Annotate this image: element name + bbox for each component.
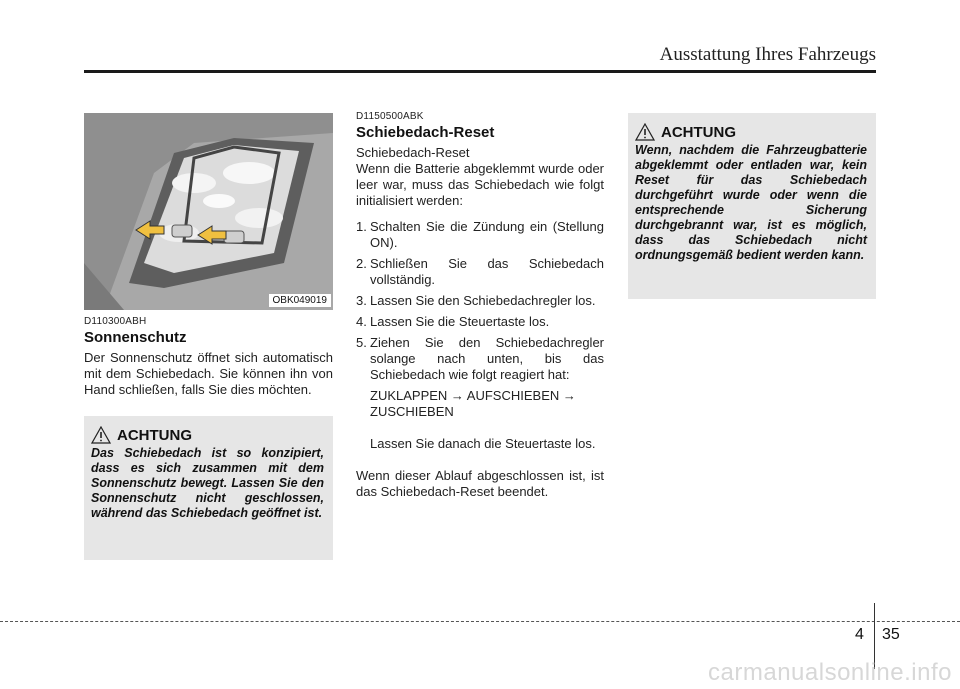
chapter-number: 4 [855, 626, 864, 643]
footer-rule [0, 621, 960, 622]
page-header-title: Ausstattung Ihres Fahrzeugs [659, 44, 876, 65]
reset-steps [356, 219, 604, 383]
step-item: 5. Ziehen Sie den Schiebedachregler solange nach unten, bis das Schiebedach wie folgt reagiert hat: [356, 335, 604, 382]
warning-box-sonnenschutz [84, 416, 333, 560]
section-text: Der Sonnenschutz öffnet sich automatisch mit dem Schiebedach. Sie können ihn von Hand schließen, falls Sie dies möchten. [84, 350, 333, 397]
section-heading: Schiebedach-Reset [356, 124, 495, 141]
section-heading: Sonnenschutz [84, 329, 187, 346]
section-subheading: Schiebedach-Reset [356, 145, 470, 160]
warning-text: Wenn, nachdem die Fahrzeugbatterie abgeklemmt oder entladen war, kein Reset für das Schiebedach durchgeführt wurde oder wenn die entsprechende Sicherung durchgebrannt war, ist es möglich, dass das Schiebedach nicht ordnungsgemäß bedient werden kann. [635, 143, 867, 262]
watermark: carmanualsonline.info [708, 659, 952, 686]
header-rule [84, 70, 876, 73]
step-item: 2. Schließen Sie das Schiebedach vollständig. [356, 256, 604, 287]
section-intro: Wenn die Batterie abgeklemmt wurde oder leer war, muss das Schiebedach wie folgt initialisiert werden: [356, 161, 604, 208]
warning-title: ACHTUNG [661, 123, 736, 141]
warning-triangle-icon [91, 426, 111, 444]
reset-sequence: ZUKLAPPEN → AUFSCHIEBEN → ZUSCHIEBEN [370, 388, 576, 419]
warning-title: ACHTUNG [117, 426, 192, 444]
reset-closing: Wenn dieser Ablauf abgeschlossen ist, ist das Schiebedach-Reset beendet. [356, 468, 604, 499]
sunroof-photo [84, 113, 333, 310]
warning-box-reset [628, 113, 876, 299]
reset-after: Lassen Sie danach die Steuertaste los. [370, 436, 596, 451]
photo-code: OBK049019 [269, 294, 332, 307]
step-item: 4. Lassen Sie die Steuertaste los. [356, 314, 550, 329]
reset-section [356, 111, 604, 500]
warning-text: Das Schiebedach ist so konzipiert, dass es sich zusammen mit dem Sonnenschutz bewegt. Lassen Sie den Sonnenschutz nicht geschlossen, während das Schiebedach geöffnet ist. [91, 446, 324, 520]
sunroof-illustration [84, 113, 333, 310]
sonnenschutz-section [84, 316, 333, 398]
page-number: 35 [882, 626, 900, 643]
step-item: 3. Lassen Sie den Schiebedachregler los. [356, 293, 596, 308]
warning-triangle-icon [635, 123, 655, 141]
step-item: 1. Schalten Sie die Zündung ein (Stellung ON). [356, 219, 604, 250]
section-code: D1150500ABK [356, 111, 424, 122]
section-code: D110300ABH [84, 316, 147, 327]
